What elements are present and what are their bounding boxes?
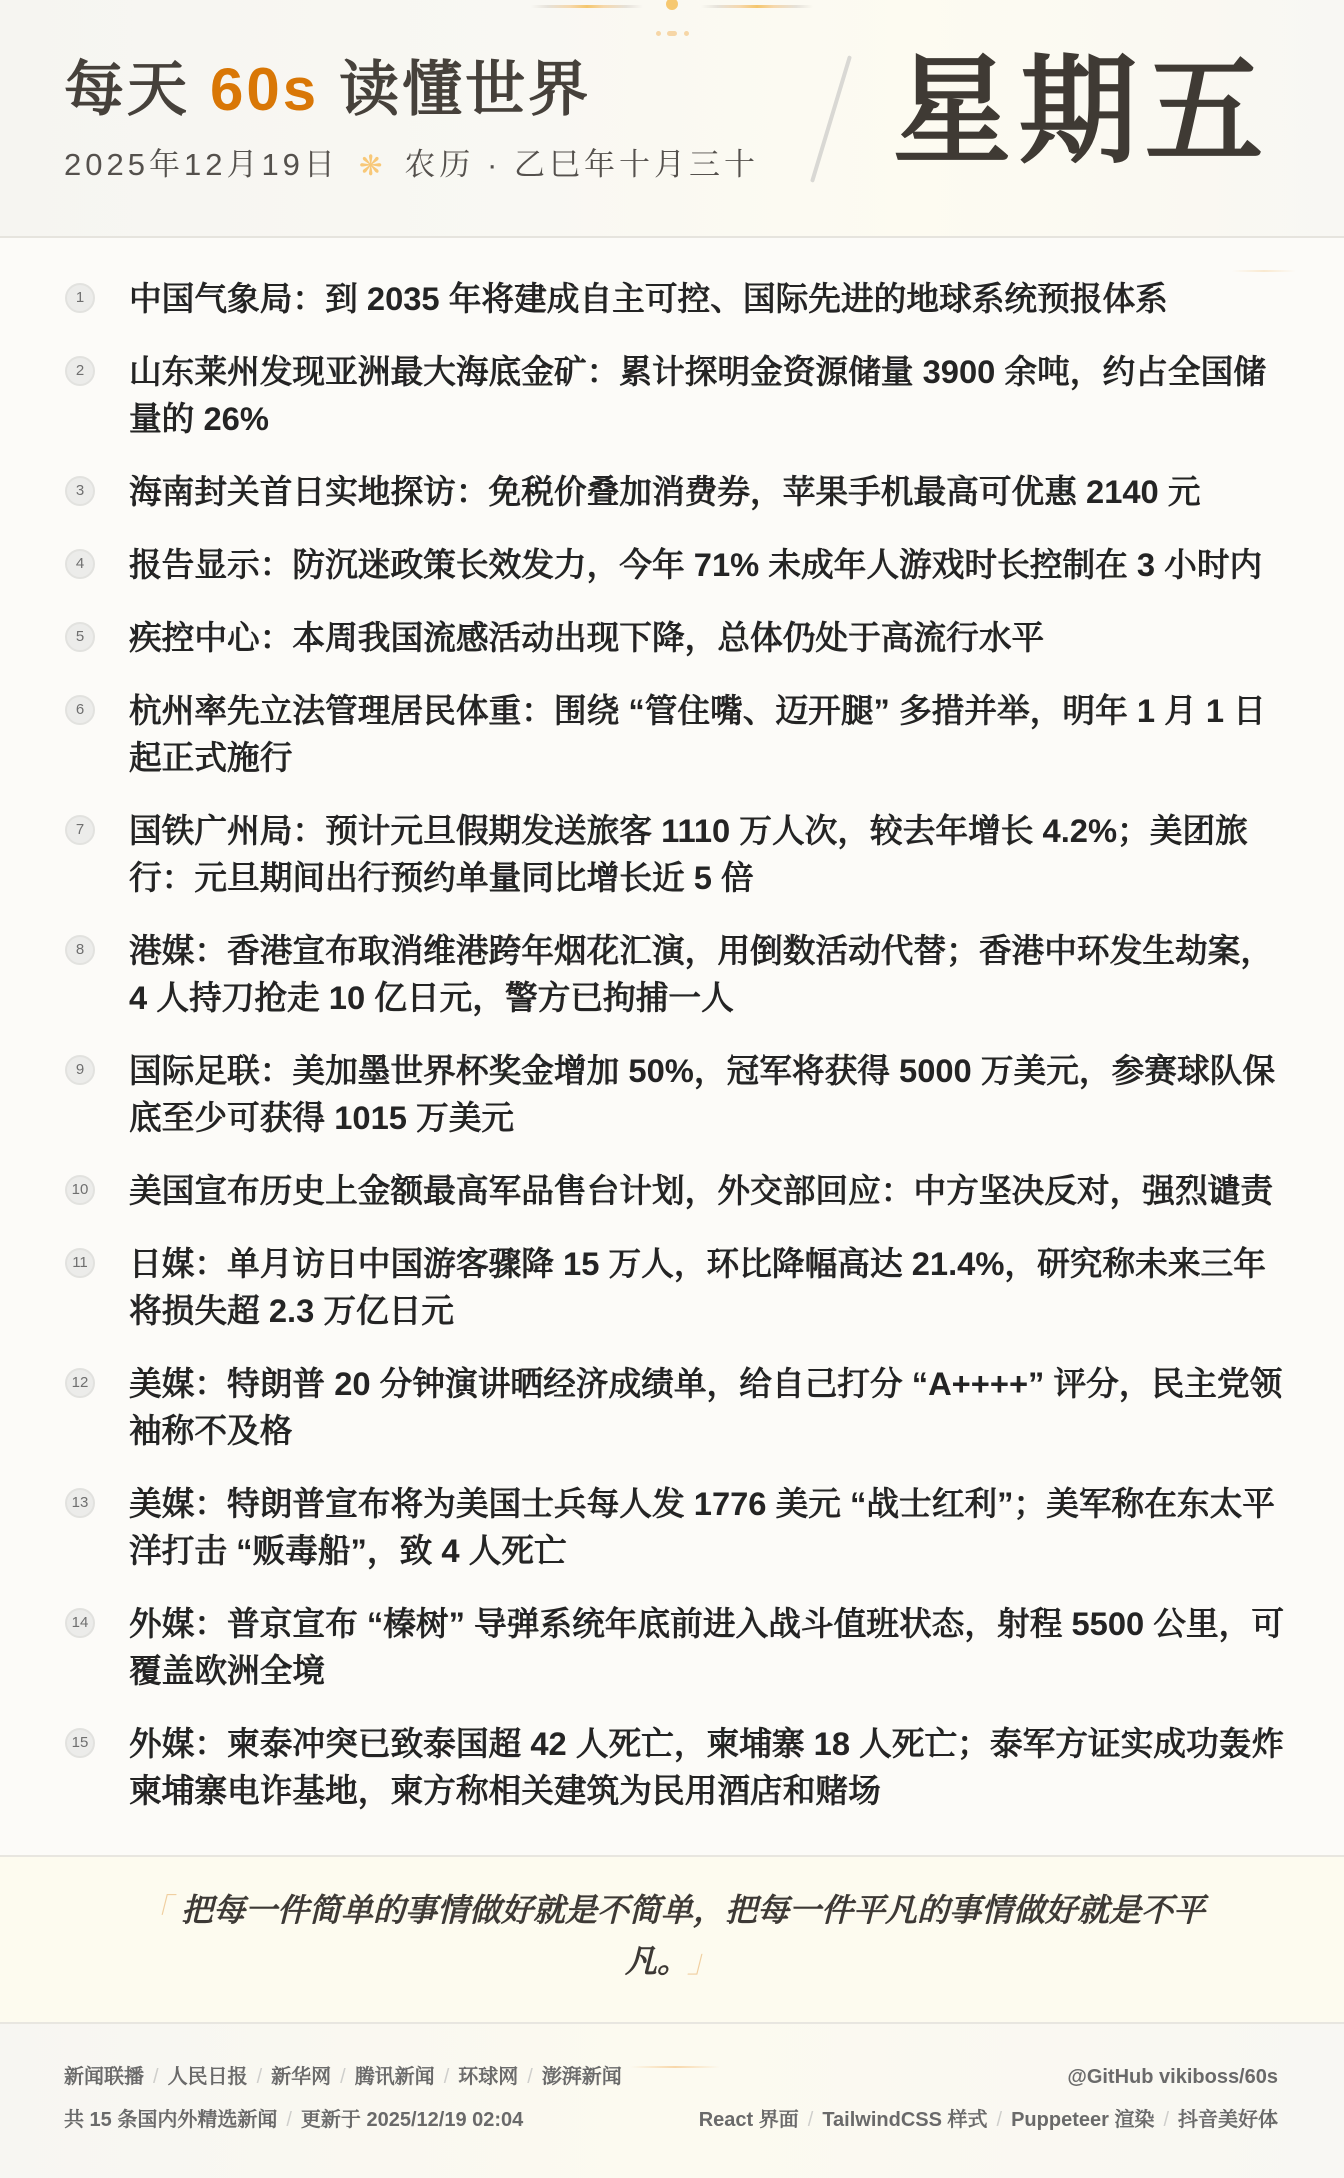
item-number-badge: 6 — [65, 695, 95, 725]
news-item — [65, 807, 1285, 901]
ornament-dot-icon — [656, 31, 661, 36]
gregorian-date: 2025年12月19日 — [64, 147, 339, 182]
tech-credits — [699, 2106, 1278, 2134]
item-number-badge: 2 — [65, 356, 95, 386]
item-number-badge: 14 — [65, 1608, 95, 1638]
news-item — [65, 348, 1285, 442]
news-item — [65, 1167, 1285, 1214]
page-title — [64, 55, 591, 125]
top-ornament-line-right — [701, 5, 813, 8]
credit-item: TailwindCSS 样式 — [822, 2109, 988, 2131]
news-item — [65, 468, 1285, 515]
title-highlight: 60s — [210, 56, 320, 123]
news-headline: 山东莱州发现亚洲最大海底金矿：累计探明金资源储量 3900 余吨，约占全国储量的 26% — [129, 353, 1266, 437]
news-headline: 外媒：普京宣布 “榛树” 导弹系统年底前进入战斗值班状态，射程 5500 公里，可覆盖欧洲全境 — [129, 1605, 1285, 1689]
top-ornament-line-left — [531, 5, 643, 8]
item-number-badge: 7 — [65, 815, 95, 845]
separator: / — [527, 2066, 533, 2088]
news-headline: 美国宣布历史上金额最高军品售台计划，外交部回应：中方坚决反对，强烈谴责 — [129, 1172, 1274, 1209]
decorative-line — [630, 2066, 720, 2068]
item-number-badge: 13 — [65, 1488, 95, 1518]
news-headline: 外媒：柬泰冲突已致泰国超 42 人死亡，柬埔寨 18 人死亡；泰军方证实成功轰炸柬埔寨电诈基地，柬方称相关建筑为民用酒店和赌场 — [129, 1725, 1285, 1809]
lunar-date: 农历 · 乙巳年十月三十 — [404, 147, 759, 182]
quote-text: 把每一件简单的事情做好就是不简单，把每一件平凡的事情做好就是不平凡。 — [181, 1892, 1206, 1979]
item-number-badge: 15 — [65, 1728, 95, 1758]
news-headline: 国铁广州局：预计元旦假期发送旅客 1110 万人次，较去年增长 4.2%；美团旅行：元旦期间出行预约单量同比增长近 5 倍 — [129, 812, 1248, 896]
news-item — [65, 541, 1285, 588]
page-footer — [0, 2024, 1344, 2178]
date-line — [64, 145, 759, 186]
news-count-summary: 共 15 条国内外精选新闻 — [64, 2109, 278, 2131]
news-headline: 美媒：特朗普宣布将为美国士兵每人发 1776 美元 “战士红利”；美军称在东太平洋打击 “贩毒船”，致 4 人死亡 — [129, 1485, 1275, 1569]
source-name: 新闻联播 — [64, 2066, 144, 2088]
item-number-badge: 4 — [65, 549, 95, 579]
source-name: 新华网 — [271, 2066, 332, 2088]
title-suffix: 读懂世界 — [339, 56, 592, 123]
separator: / — [443, 2066, 450, 2088]
separator: / — [807, 2109, 814, 2131]
news-list — [0, 238, 1344, 1855]
news-headline: 报告显示：防沉迷政策长效发力，今年 71% 未成年人游戏时长控制在 3 小时内 — [129, 546, 1263, 583]
news-headline: 海南封关首日实地探访：免税价叠加消费券，苹果手机最高可优惠 2140 元 — [129, 473, 1201, 510]
news-item — [65, 927, 1285, 1021]
item-number-badge: 12 — [65, 1368, 95, 1398]
news-headline: 国际足联：美加墨世界杯奖金增加 50%，冠军将获得 5000 万美元，参赛球队保底至少可获得 1015 万美元 — [129, 1052, 1276, 1136]
decorative-line — [1232, 270, 1296, 272]
source-name: 澎湃新闻 — [541, 2066, 622, 2088]
github-credit: @GitHub vikiboss/60s — [1067, 2066, 1278, 2088]
credit-item: 抖音美好体 — [1178, 2109, 1278, 2131]
source-name: 腾讯新闻 — [354, 2066, 435, 2088]
asterisk-icon: ❋ — [358, 150, 387, 181]
news-item — [65, 614, 1285, 661]
close-quote-icon: 」 — [687, 1943, 720, 1979]
news-item — [65, 1600, 1285, 1694]
separator: / — [286, 2109, 292, 2131]
ornament-dot-icon — [684, 31, 689, 36]
news-item — [65, 1480, 1285, 1574]
item-number-badge: 5 — [65, 622, 95, 652]
item-number-badge: 8 — [65, 935, 95, 965]
news-item — [65, 1047, 1285, 1141]
news-headline: 中国气象局：到 2035 年将建成自主可控、国际先进的地球系统预报体系 — [129, 280, 1168, 317]
title-prefix: 每天 — [64, 56, 190, 123]
top-ornament-drop-icon — [666, 0, 678, 10]
quote-block — [0, 1855, 1344, 2024]
separator: / — [996, 2109, 1003, 2131]
credit-item: React 界面 — [698, 2109, 799, 2131]
news-headline: 美媒：特朗普 20 分钟演讲晒经济成绩单，给自己打分 “A++++” 评分，民主党领袖称不及格 — [129, 1365, 1283, 1449]
news-headline: 港媒：香港宣布取消维港跨年烟花汇演，用倒数活动代替；香港中环发生劫案，4 人持刀抢走 10 亿日元，警方已拘捕一人 — [129, 932, 1274, 1016]
weekday: 星期五 — [893, 46, 1272, 178]
item-number-badge: 10 — [65, 1175, 95, 1205]
source-name: 环球网 — [458, 2066, 519, 2088]
open-quote-icon: 「 — [138, 1892, 171, 1928]
news-headline: 疾控中心：本周我国流感活动出现下降，总体仍处于高流行水平 — [129, 619, 1045, 656]
news-item — [65, 687, 1285, 781]
quote-paragraph — [132, 1885, 1212, 1987]
news-item — [65, 1720, 1285, 1814]
ornament-dot-icon — [667, 31, 677, 36]
news-item — [65, 1240, 1285, 1334]
item-number-badge: 3 — [65, 476, 95, 506]
updated-time: 更新于 2025/12/19 02:04 — [300, 2109, 524, 2131]
source-name: 人民日报 — [167, 2066, 248, 2088]
item-number-badge: 1 — [65, 283, 95, 313]
slash-divider — [810, 55, 852, 183]
news-item — [65, 1360, 1285, 1454]
source-list — [64, 2063, 622, 2091]
item-number-badge: 9 — [65, 1055, 95, 1085]
footer-meta — [64, 2106, 523, 2134]
footer-row-2 — [64, 2106, 1278, 2134]
news-headline: 日媒：单月访日中国游客骤降 15 万人，环比降幅高达 21.4%，研究称未来三年将损失超 2.3 万亿日元 — [129, 1245, 1266, 1329]
item-number-badge: 11 — [65, 1248, 95, 1278]
separator: / — [340, 2066, 346, 2088]
separator: / — [1163, 2109, 1169, 2131]
page-header — [0, 0, 1344, 238]
news-item — [65, 275, 1285, 322]
credit-item: Puppeteer 渲染 — [1011, 2109, 1155, 2131]
separator: / — [153, 2066, 159, 2088]
news-headline: 杭州率先立法管理居民体重：围绕 “管住嘴、迈开腿” 多措并举，明年 1 月 1 日起正式施行 — [129, 692, 1266, 776]
separator: / — [256, 2066, 263, 2088]
